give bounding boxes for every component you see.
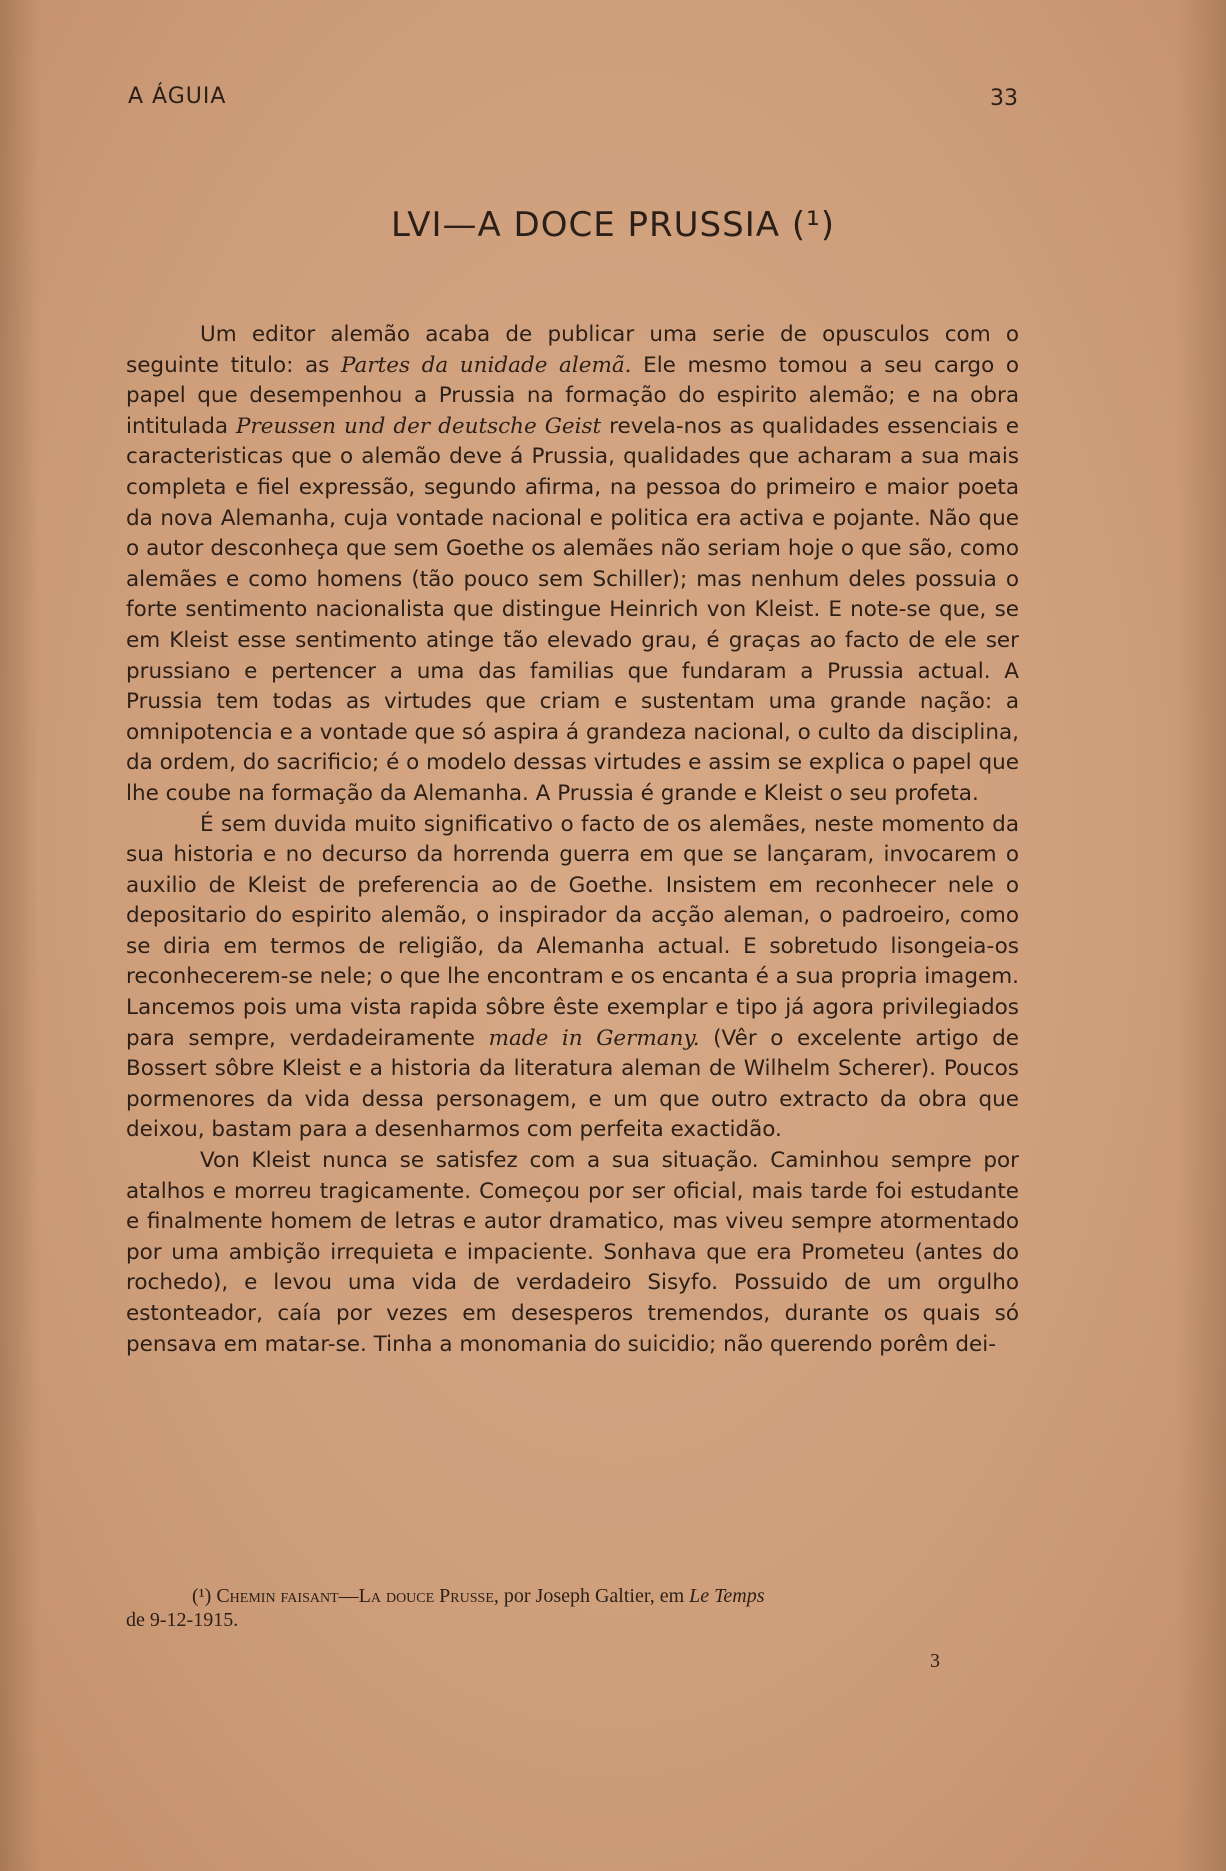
page-edge-shadow-left <box>0 0 40 1871</box>
article-title-text: LVI—A DOCE PRUSSIA <box>391 205 780 245</box>
italic-text-run: made in Germany. <box>488 1025 700 1051</box>
running-title: A ÁGUIA <box>128 84 227 109</box>
signature-mark: 3 <box>930 1650 940 1672</box>
text-run: Ele mesmo tomou a seu cargo o papel que desempenhou a Prussia na formação do espirito alemão; e na obra intitulada <box>126 352 1019 439</box>
body-paragraph <box>126 810 1019 1147</box>
footnote <box>126 1584 1019 1632</box>
footnote-date: de 9-12-1915. <box>126 1609 239 1631</box>
page-edge-shadow-right <box>1176 0 1226 1871</box>
italic-text-run: Partes da unidade alemã. <box>341 352 632 378</box>
footnote-journal: Le Temps <box>689 1585 765 1607</box>
italic-text-run: Preussen und der deutsche Geist <box>236 413 602 439</box>
footnote-mark: (¹) <box>192 1585 212 1607</box>
text-run: Um editor alemão acaba de publicar uma serie de opusculos com o seguinte titulo: as <box>126 322 1019 378</box>
article-body <box>126 320 1019 1360</box>
article-title <box>0 205 1226 245</box>
body-paragraph <box>126 320 1019 810</box>
text-run: Von Kleist nunca se satisfez com a sua situação. Caminhou sempre por atalhos e morreu tragicamente. Começou por ser oficial, mais tarde foi estudante e finalmente homem de letras e autor dramatico, mas viveu sempre atormentado por uma ambição irrequieta e impaciente. Sonhava que era Prometeu (antes do rochedo), e levou uma vida de verdadeiro Sisyfo. Possuido de um orgulho estonteador, caía por vezes em desesperos tremendos, durante os quais só pensava em matar-se. Tinha a monomania do suicidio; não querendo porêm dei- <box>126 1148 1019 1357</box>
footnote-source-title: Chemin faisant—La douce Prusse <box>216 1585 494 1607</box>
body-paragraph <box>126 1146 1019 1360</box>
title-footnote-mark: (¹) <box>791 205 835 245</box>
page-number: 33 <box>990 86 1018 111</box>
footnote-author: , por Joseph Galtier, em <box>493 1585 690 1607</box>
text-run: (Vêr o excelente artigo de Bossert sôbre Kleist e a historia da literatura aleman de Wilhelm Scherer). Poucos pormenores da vida dessa personagem, e um que outro extracto da obra que deixou, bastam para a desenharmos com perfeita exactidão. <box>126 1025 1020 1143</box>
text-run: revela-nos as qualidades essenciais e caracteristicas que o alemão deve á Prussia, qualidades que acharam a sua mais completa e fiel expressão, segundo afirma, na pessoa do primeiro e maior poeta da nova Alemanha, cuja vontade nacional e politica era activa e pojante. Não que o autor desconheça que sem Goethe os alemães não seriam hoje o que são, como alemães e como homens (tão pouco sem Schiller); mas nenhum deles possuia o forte sentimento nacionalista que distingue Heinrich von Kleist. E note-se que, se em Kleist esse sentimento atinge tão elevado grau, é graças ao facto de ele ser prussiano e pertencer a uma das familias que fundaram a Prussia actual. A Prussia tem todas as virtudes que criam e sustentam uma grande nação: a omnipotencia e a vontade que só aspira á grandeza nacional, o culto da disciplina, da ordem, do sacrificio; é o modelo dessas virtudes e assim se explica o papel que lhe coube na formação da Alemanha. A Prussia é grande e Kleist o seu profeta. <box>126 413 1019 806</box>
text-run: É sem duvida muito significativo o facto de os alemães, neste momento da sua historia e no decurso da horrenda guerra em que se lançaram, invocarem o auxilio de Kleist de preferencia ao de Goethe. Insistem em reconhecer nele o depositario do espirito alemão, o inspirador da acção aleman, o padroeiro, como se diria em termos de religião, da Alemanha actual. E sobretudo lisongeia-os reconhecerem-se nele; o que lhe encontram e os encanta é a sua propria imagem. Lancemos pois uma vista rapida sôbre êste exemplar e tipo já agora privilegiados para sempre, verdadeiramente <box>126 811 1019 1051</box>
